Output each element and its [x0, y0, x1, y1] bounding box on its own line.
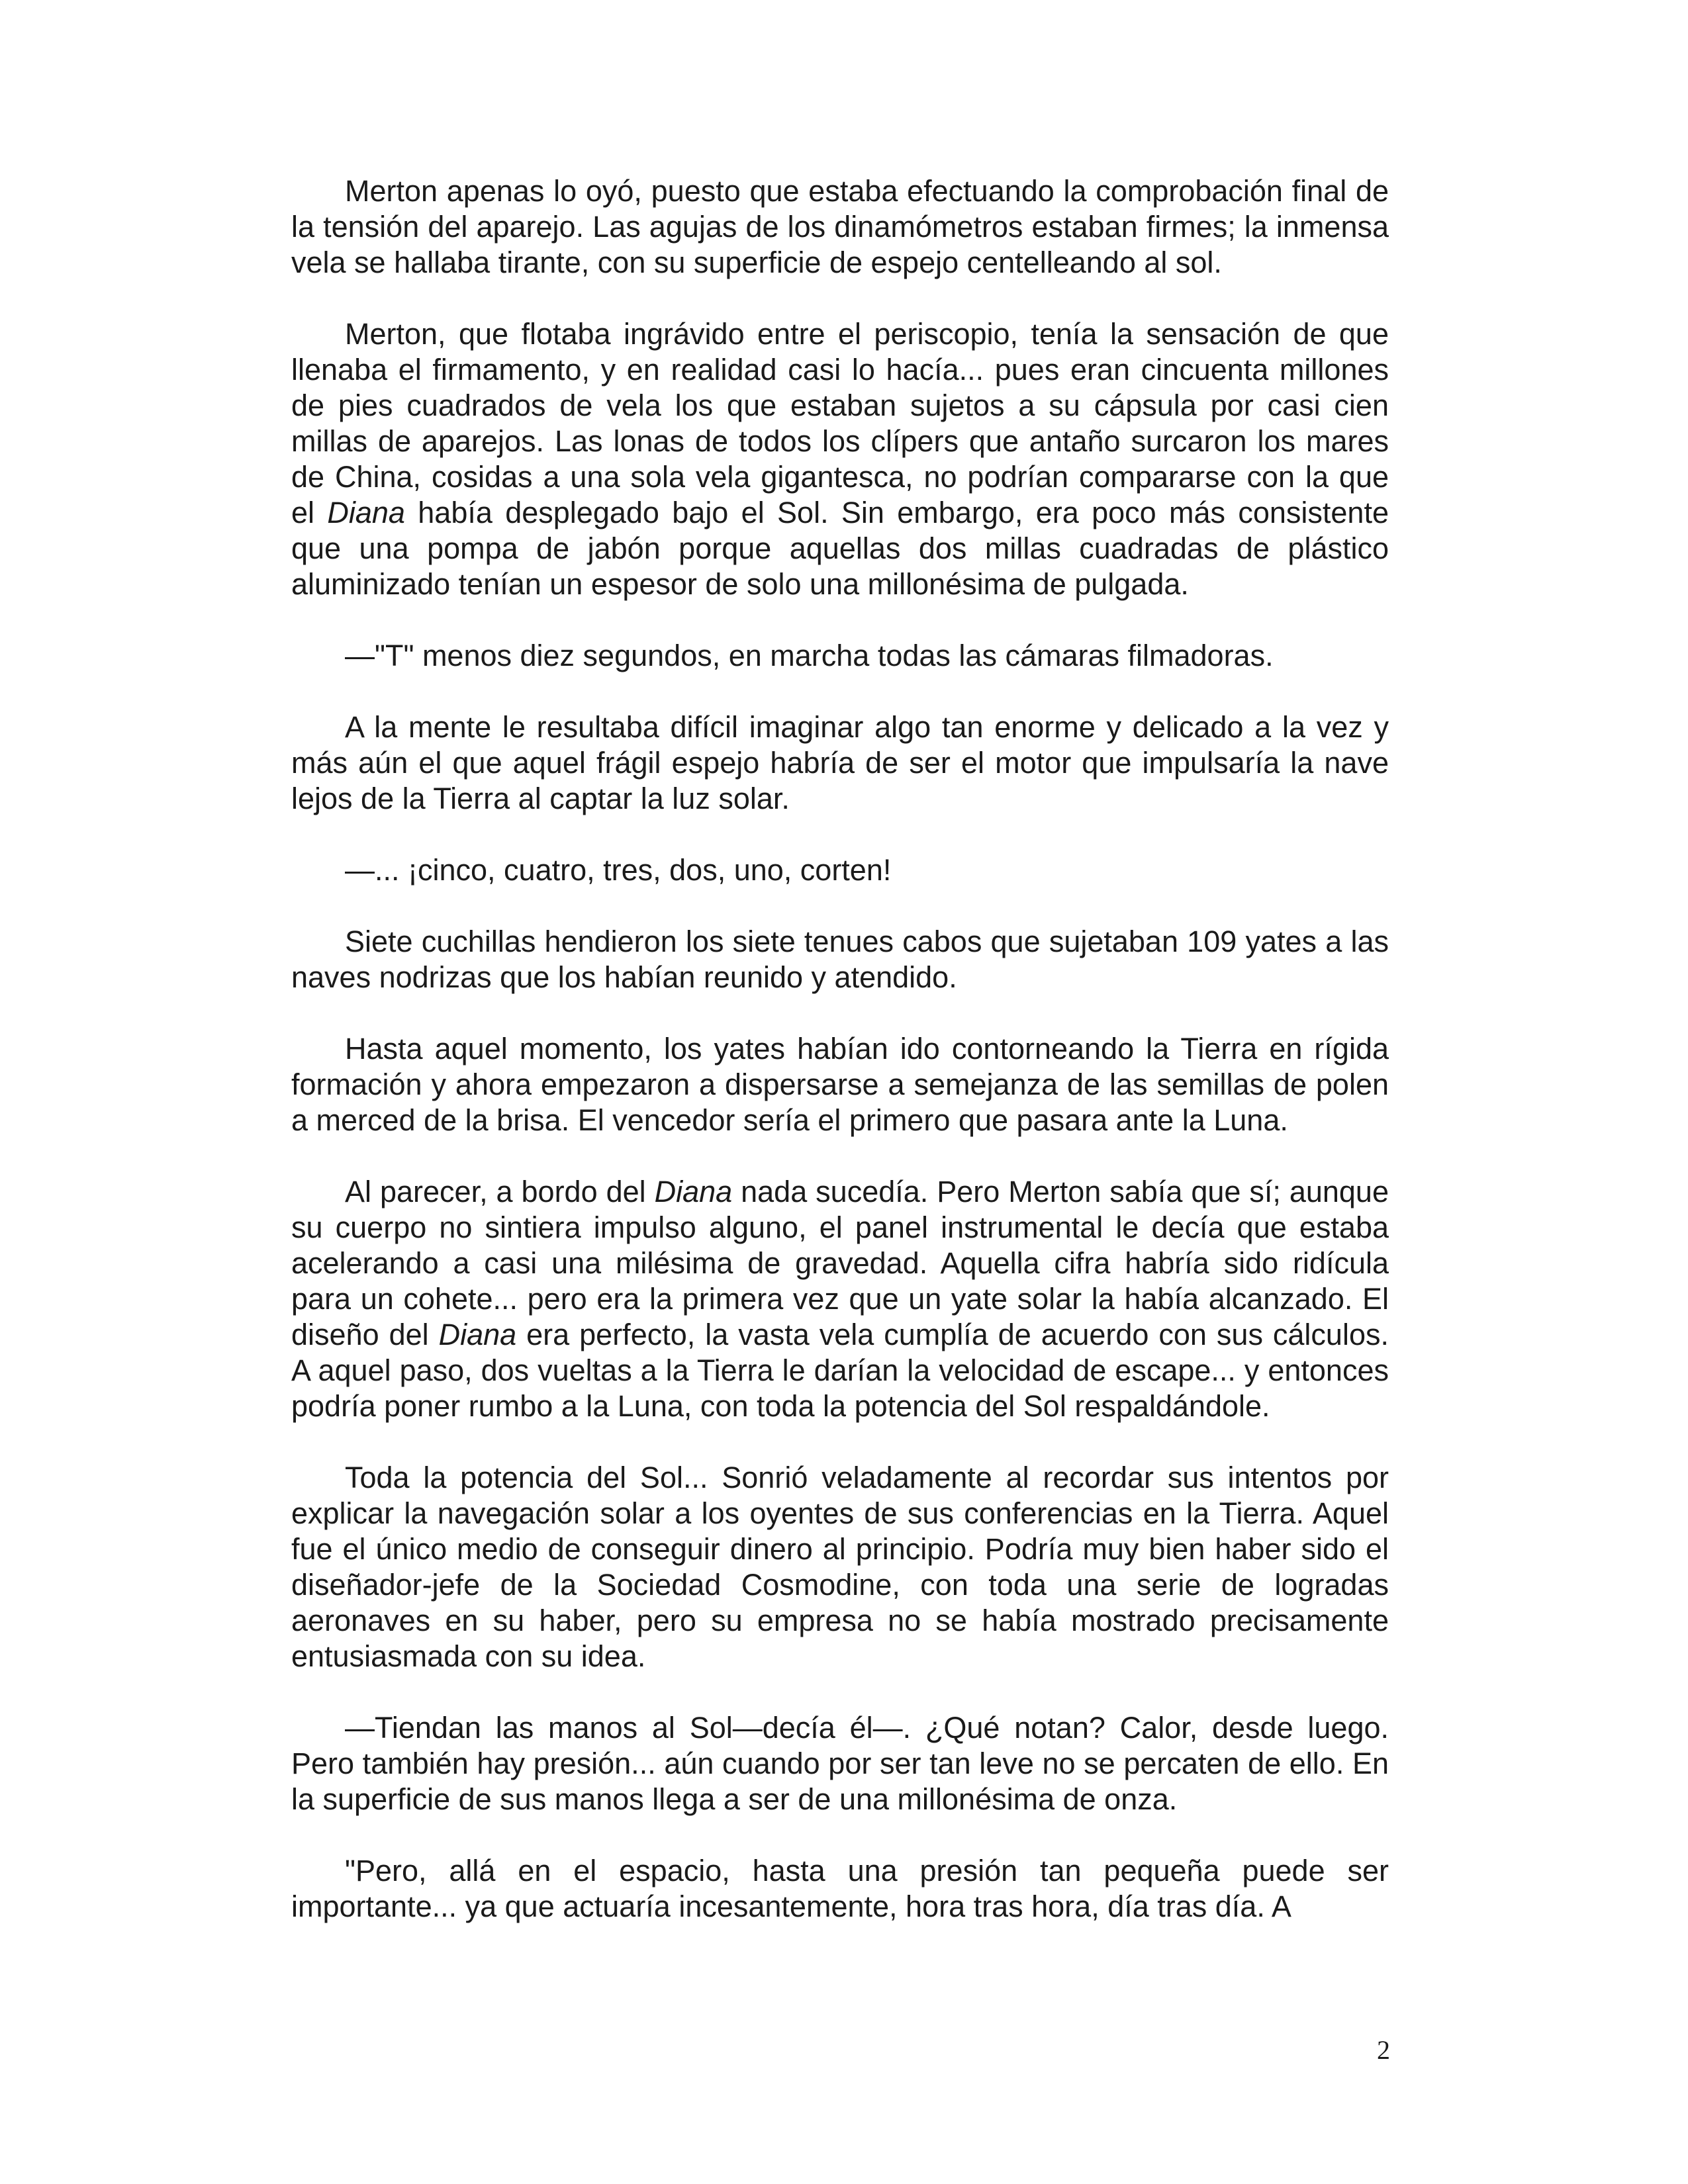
paragraph-8-text-c: era perfecto, la vasta vela cumplía de acuerdo con sus cálculos. A aquel paso, dos vueltas a la Tierra le darían la velocidad de escape... y entonces podría poner rumbo a la Luna, con toda la potencia del Sol respaldándole.	[291, 1318, 1389, 1423]
body-text	[291, 173, 1389, 1925]
paragraph-2-text-b: había desplegado bajo el Sol. Sin embargo, era poco más consistente que una pompa de jabón porque aquellas dos millas cuadradas de plástico aluminizado tenían un espesor de solo una millonésima de pulgada.	[291, 496, 1389, 601]
paragraph-4: A la mente le resultaba difícil imaginar algo tan enorme y delicado a la vez y más aún el que aquel frágil espejo habría de ser el motor que impulsaría la nave lejos de la Tierra al captar la luz solar.	[291, 710, 1389, 815]
paragraph-9: Toda la potencia del Sol... Sonrió veladamente al recordar sus intentos por explicar la navegación solar a los oyentes de sus conferencias en la Tierra. Aquel fue el único medio de conseguir dinero al principio. Podría muy bien haber sido el diseñador-jefe de la Sociedad Cosmodine, con toda una serie de logradas aeronaves en su haber, pero su empresa no se había mostrado precisamente entusiasmada con su idea.	[291, 1461, 1389, 1673]
paragraph-1: Merton apenas lo oyó, puesto que estaba efectuando la comprobación final de la tensión del aparejo. Las agujas de los dinamómetros estaban firmes; la inmensa vela se hallaba tirante, con su superficie de espejo centelleando al sol.	[291, 174, 1389, 279]
paragraph-8-text-a: Al parecer, a bordo del	[345, 1175, 655, 1208]
page-number: 2	[1377, 2035, 1390, 2065]
paragraph-10: —Tiendan las manos al Sol—decía él—. ¿Qué notan? Calor, desde luego. Pero también hay presión... aún cuando por ser tan leve no se percaten de ello. En la superficie de sus manos llega a ser de una millonésima de onza.	[291, 1711, 1389, 1816]
ship-name-diana: Diana	[327, 496, 405, 529]
paragraph-2-text-a: Merton, que flotaba ingrávido entre el periscopio, tenía la sensación de que llenaba el firmamento, y en realidad casi lo hacía... pues eran cincuenta millones de pies cuadrados de vela los que estaban sujetos a su cápsula por casi cien millas de aparejos. Las lonas de todos los clípers que antaño surcaron los mares de China, cosidas a una sola vela gigantesca, no podrían compararse con la que el	[291, 317, 1389, 529]
paragraph-7: Hasta aquel momento, los yates habían ido contorneando la Tierra en rígida formación y ahora empezaron a dispersarse a semejanza de las semillas de polen a merced de la brisa. El vencedor sería el primero que pasara ante la Luna.	[291, 1032, 1389, 1137]
ship-name-diana: Diana	[438, 1318, 517, 1351]
paragraph-8-text-b: nada sucedía. Pero Merton sabía que sí; aunque su cuerpo no sintiera impulso alguno, el panel instrumental le decía que estaba acelerando a casi una milésima de gravedad. Aquella cifra habría sido ridícula para un cohete... pero era la primera vez que un yate solar la había alcanzado. El diseño del	[291, 1175, 1389, 1351]
paragraph-6: Siete cuchillas hendieron los siete tenues cabos que sujetaban 109 yates a las naves nodrizas que los habían reunido y atendido.	[291, 925, 1389, 994]
paragraph-5: —... ¡cinco, cuatro, tres, dos, uno, corten!	[345, 853, 892, 887]
paragraph-8	[291, 1174, 1389, 1424]
paragraph-3: —"T" menos diez segundos, en marcha todas las cámaras filmadoras.	[345, 639, 1274, 672]
paragraph-2	[291, 316, 1389, 602]
ship-name-diana: Diana	[654, 1175, 733, 1208]
paragraph-11: "Pero, allá en el espacio, hasta una presión tan pequeña puede ser importante... ya que actuaría incesantemente, hora tras hora, día tras día. A	[291, 1854, 1389, 1923]
